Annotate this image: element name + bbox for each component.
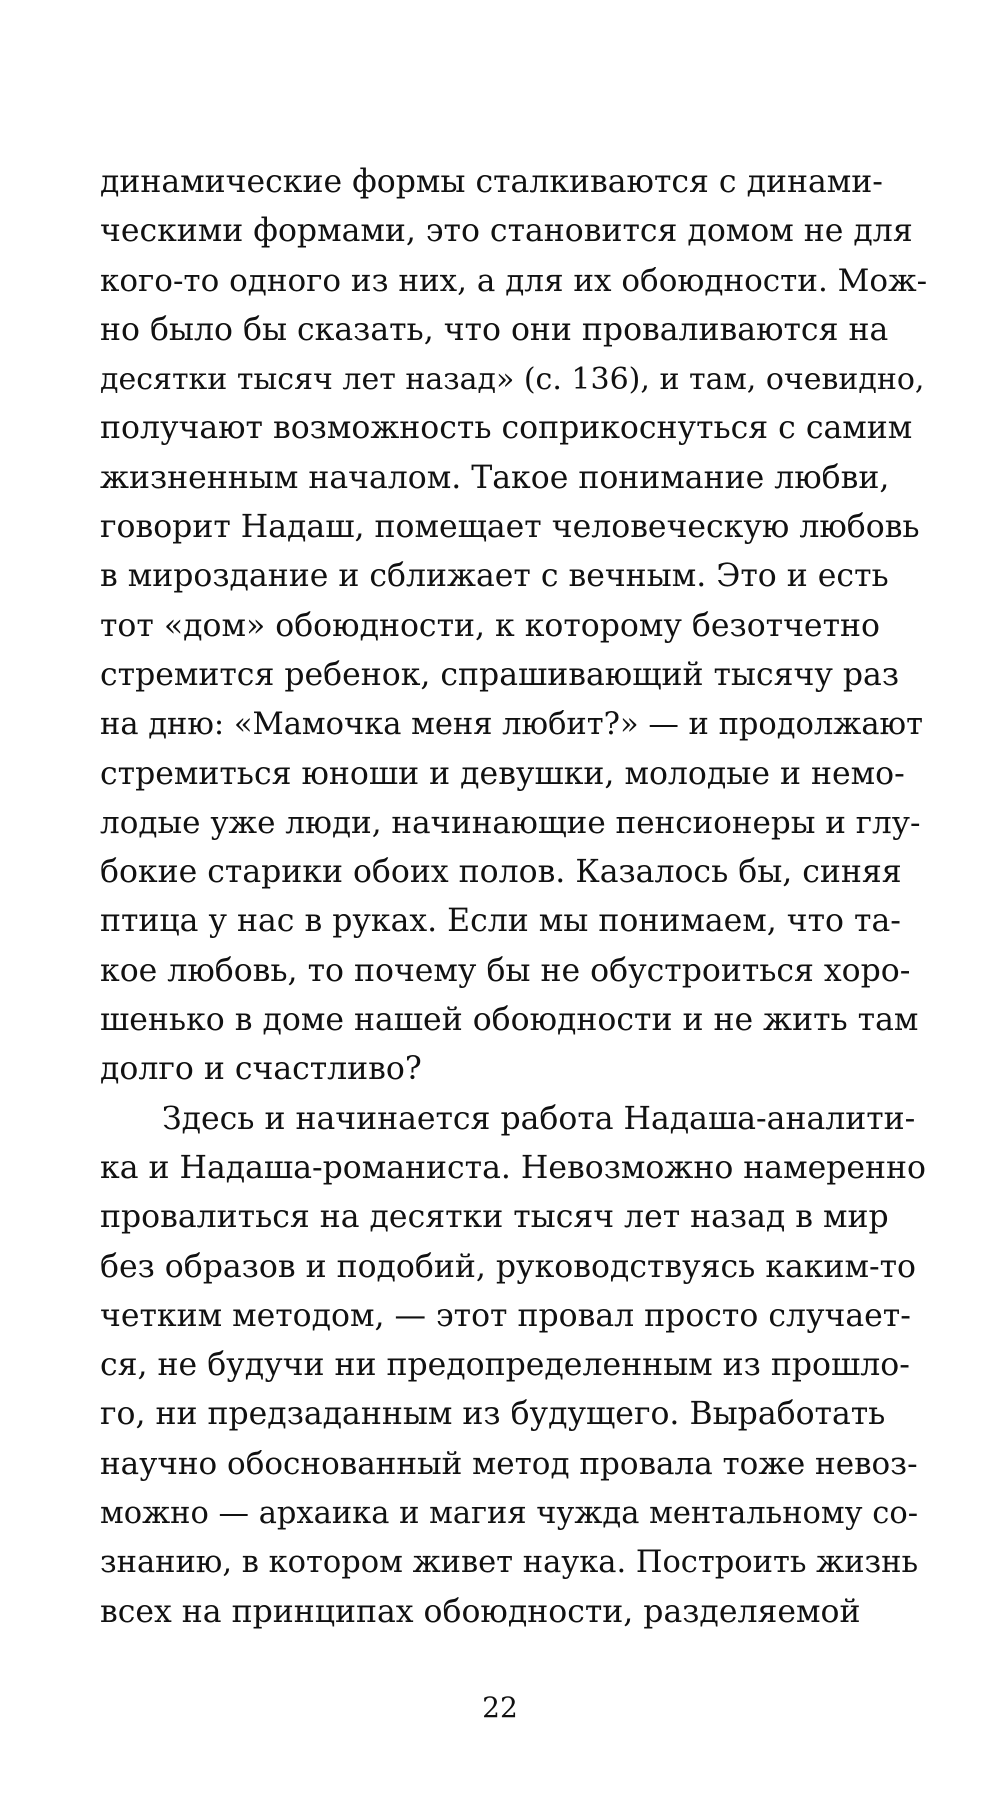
text-line: стремится ребенок, спрашивающий тысячу раз: [100, 656, 900, 693]
text-line: провалиться на десятки тысяч лет назад в мир: [100, 1199, 889, 1236]
text-line: го, ни предзаданным из будущего. Выработать: [100, 1396, 886, 1433]
text-line: ся, не будучи ни предопределенным из прошло-: [100, 1347, 910, 1384]
text-line: птица у нас в руках. Если мы понимаем, что та-: [100, 903, 901, 940]
text-line: ческими формами, это становится домом не для: [100, 213, 913, 250]
text-line: четким методом, — этот провал просто случает-: [100, 1297, 911, 1334]
text-line: научно обоснованный метод провала тоже невоз-: [100, 1445, 918, 1482]
text-line: получают возможность соприкоснуться с самим: [100, 410, 913, 447]
text-line: десятки тысяч лет назад» (с. 136), и там, очевидно,: [100, 362, 925, 398]
text-line: тот «дом» обоюдности, к которому безотчетно: [100, 607, 880, 644]
text-line: шенько в доме нашей обоюдности и не жить там: [100, 1002, 919, 1039]
text-line: знанию, в котором живет наука. Построить жизнь: [100, 1545, 919, 1581]
text-line: долго и счастливо?: [100, 1051, 422, 1088]
text-line: бокие старики обоих полов. Казалось бы, синяя: [100, 854, 902, 891]
text-line: ка и Надаша-романиста. Невозможно намеренно: [100, 1149, 926, 1186]
text-line: динамические формы сталкиваются с динами-: [100, 164, 883, 200]
text-line: на дню: «Мамочка меня любит?» — и продолжают: [100, 707, 923, 743]
text-line: без образов и подобий, руководствуясь каким-то: [100, 1248, 917, 1285]
paragraph-first-line: Здесь и начинается работа Надаша-аналити-: [162, 1100, 916, 1137]
page-number: 22: [482, 1691, 518, 1724]
text-line: можно — архаика и магия чужда ментальному со-: [100, 1496, 919, 1532]
text-line: стремиться юноши и девушки, молодые и немо-: [100, 755, 905, 792]
text-line: жизненным началом. Такое понимание любви,: [100, 459, 890, 496]
text-line: кое любовь, то почему бы не обустроиться хоро-: [100, 952, 911, 989]
text-line: кого-то одного из них, а для их обоюдности. Мож-: [100, 262, 928, 299]
text-line: лодые уже люди, начинающие пенсионеры и глу-: [100, 804, 921, 841]
text-line: всех на принципах обоюдности, разделяемой: [100, 1593, 861, 1630]
text-line: но было бы сказать, что они проваливаются на: [100, 311, 889, 348]
text-line: в мироздание и сближает с вечным. Это и есть: [100, 558, 889, 595]
body-text: [100, 158, 930, 1637]
text-line: говорит Надаш, помещает человеческую любовь: [100, 509, 920, 546]
